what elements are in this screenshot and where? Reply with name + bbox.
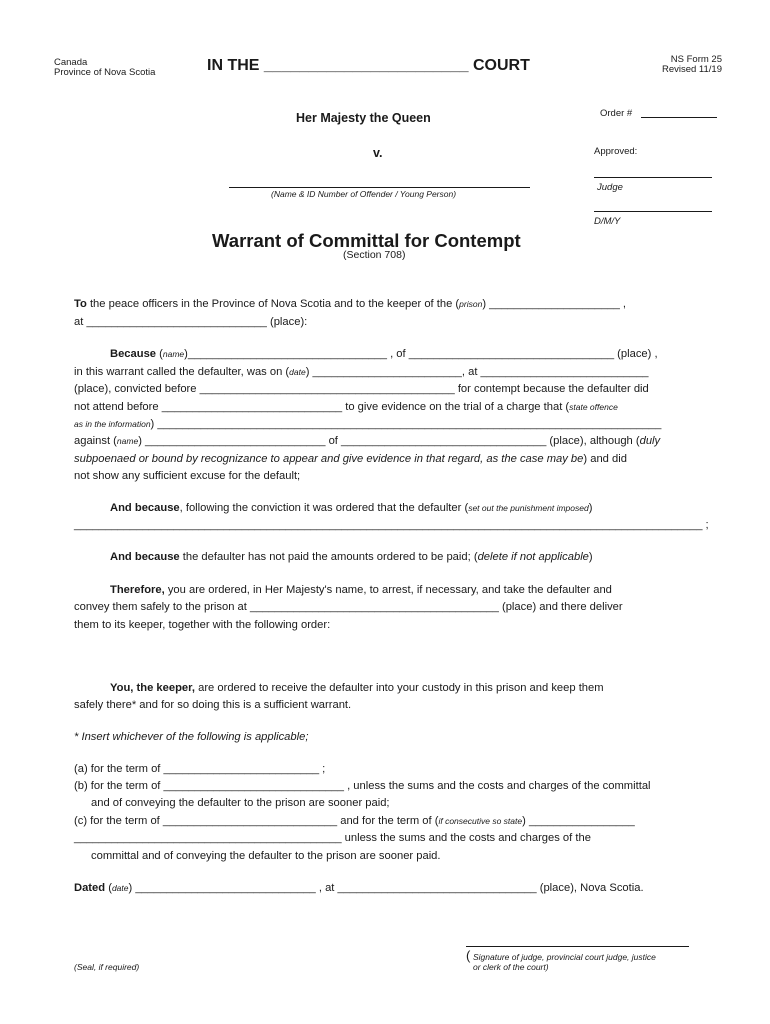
option-b-line2: and of conveying the defaulter to the prison are sooner paid; [91,797,390,809]
and-because-punishment-line1: And because, following the conviction it was ordered that the defaulter (set out the punishment imposed) [110,502,593,514]
judge-signature-line[interactable] [594,177,712,178]
because-line1: Because (name)________________________________ , of _________________________________ (place) , [110,348,658,360]
jurisdiction-country: Canada [54,57,88,68]
and-because-punishment-line2: _____________________________________________________________________________________________________ ; [74,519,709,531]
option-c-line2: ___________________________________________ unless the sums and the costs and charges of the [74,832,591,844]
section-reference: (Section 708) [343,249,406,261]
keeper-line2: safely there* and for so doing this is a sufficient warrant. [74,699,352,711]
therefore-line2: convey them safely to the prison at ________________________________________ (place) and there deliver [74,601,623,613]
order-number-label: Order # [600,108,633,119]
seal-note: (Seal, if required) [74,962,140,972]
to-paragraph-line1: To the peace officers in the Province of Nova Scotia and to the keeper of the (prison) _____________________ , [74,298,627,310]
because-line7: subpoenaed or bound by recognizance to appear and give evidence in that regard, as the case may be) and did [74,453,627,465]
crown-party: Her Majesty the Queen [296,111,431,125]
court-title: IN THE _______________________ COURT [207,57,530,74]
signature-paren-open: ( [466,948,471,963]
insert-note: * Insert whichever of the following is applicable; [74,731,309,743]
option-c-line3: committal and of conveying the defaulter to the prison are sooner paid. [91,850,441,862]
signature-caption-line1: Signature of judge, provincial court judge, justice [473,952,656,962]
approved-label: Approved: [594,146,638,157]
signature-caption-line2: or clerk of the court) [473,962,549,972]
because-line4: not attend before _____________________________ to give evidence on the trial of a charge that (state offence [74,401,618,413]
therefore-line1: Therefore, you are ordered, in Her Majesty's name, to arrest, if necessary, and take the defaulter and [110,584,612,596]
dated-line: Dated (date) _____________________________ , at ________________________________ (place), Nova Scotia. [74,882,644,894]
approval-date-line[interactable] [594,211,712,212]
document-title: Warrant of Committal for Contempt [212,230,521,251]
versus-label: v. [373,146,383,160]
order-number-field[interactable] [641,117,717,118]
signature-line[interactable] [466,946,689,947]
judge-label: Judge [597,182,623,193]
offender-name-field[interactable] [229,187,530,188]
therefore-line3: them to its keeper, together with the following order: [74,619,331,631]
form-number: NS Form 25 [670,54,722,65]
because-line5: as in the information) _________________________________________________________________________________ [74,418,662,430]
and-because-not-paid: And because the defaulter has not paid the amounts ordered to be paid; (delete if not applicable) [110,551,593,563]
offender-caption: (Name & ID Number of Offender / Young Person) [271,189,457,199]
because-line3: (place), convicted before _________________________________________ for contempt because the defaulter did [74,383,649,395]
because-line2: in this warrant called the defaulter, was on (date) ________________________, at ___________________________ [74,366,649,378]
to-paragraph-line2: at _____________________________ (place): [74,316,308,328]
date-format-label: D/M/Y [594,216,621,227]
form-revision: Revised 11/19 [661,64,722,75]
option-c-line1: (c) for the term of ____________________________ and for the term of (if consecutive so state) _________________ [74,815,635,827]
jurisdiction-province: Province of Nova Scotia [54,67,156,78]
keeper-line1: You, the keeper, are ordered to receive the defaulter into your custody in this prison and keep them [110,682,604,694]
because-line8: not show any sufficient excuse for the default; [74,470,301,482]
option-a: (a) for the term of _________________________ ; [74,763,326,775]
because-line6: against (name) _____________________________ of _________________________________ (place), although (duly [74,435,661,447]
option-b-line1: (b) for the term of _____________________________ , unless the sums and the costs and charges of the committal [74,780,651,792]
